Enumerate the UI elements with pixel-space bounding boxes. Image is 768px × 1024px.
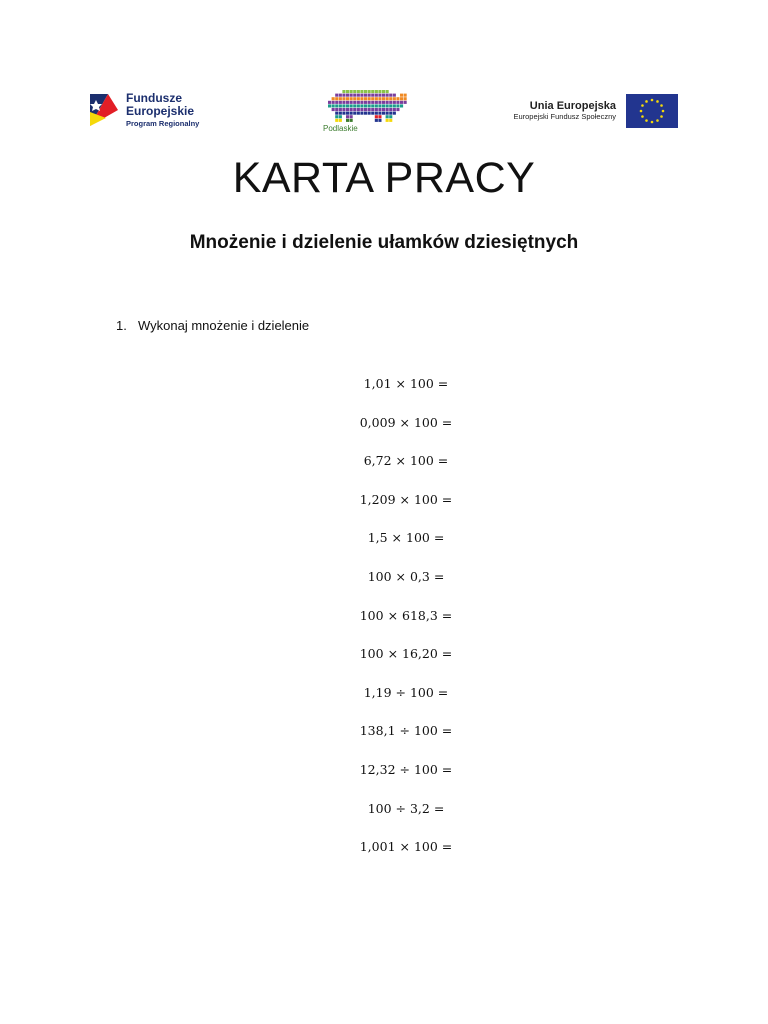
equation-item: 1,001 × 100 = bbox=[359, 839, 453, 855]
equation-item: 12,32 ÷ 100 = bbox=[359, 761, 453, 777]
fe-logo-line3: Program Regionalny bbox=[126, 118, 200, 128]
page-subtitle: Mnożenie i dzielenie ułamków dziesiętnych bbox=[189, 232, 579, 253]
equation-item: 100 × 618,3 = bbox=[359, 607, 453, 623]
fe-logo-line2: Europejskie bbox=[126, 104, 195, 119]
equation-item: 1,19 ÷ 100 = bbox=[363, 684, 449, 700]
podlaskie-logo bbox=[320, 90, 410, 134]
equation-item: 1,209 × 100 = bbox=[359, 491, 453, 507]
eu-flag-icon bbox=[626, 94, 678, 128]
fe-logo-line1: Fundusze bbox=[126, 91, 182, 106]
equation-item: 100 ÷ 3,2 = bbox=[367, 800, 445, 816]
fundusze-europejskie-logo bbox=[88, 86, 228, 134]
logo-header bbox=[88, 86, 678, 136]
equation-item: 1,01 × 100 = bbox=[363, 376, 449, 391]
unia-europejska-logo bbox=[513, 94, 678, 128]
equation-item: 6,72 × 100 = bbox=[363, 453, 449, 469]
podlaskie-label: Podlaskie bbox=[323, 124, 358, 133]
equation-item: 100 × 0,3 = bbox=[367, 568, 445, 584]
equation-item: 100 × 16,20 = bbox=[359, 646, 453, 662]
equation-item: 0,009 × 100 = bbox=[359, 414, 453, 430]
equation-list bbox=[0, 374, 768, 876]
equation-item: 138,1 ÷ 100 = bbox=[359, 723, 453, 739]
page-title: KARTA PRACY bbox=[232, 154, 536, 202]
bison-mosaic-icon bbox=[320, 90, 410, 124]
ue-logo-line2: Europejski Fundusz Społeczny bbox=[513, 112, 616, 121]
task-number: 1. bbox=[116, 318, 127, 333]
task-text: Wykonaj mnożenie i dzielenie bbox=[138, 318, 310, 333]
task-instruction bbox=[116, 318, 309, 333]
equation-item: 1,5 × 100 = bbox=[367, 530, 445, 546]
ue-logo-line1: Unia Europejska bbox=[529, 100, 616, 113]
fundusze-europejskie-mark-icon bbox=[88, 92, 120, 128]
